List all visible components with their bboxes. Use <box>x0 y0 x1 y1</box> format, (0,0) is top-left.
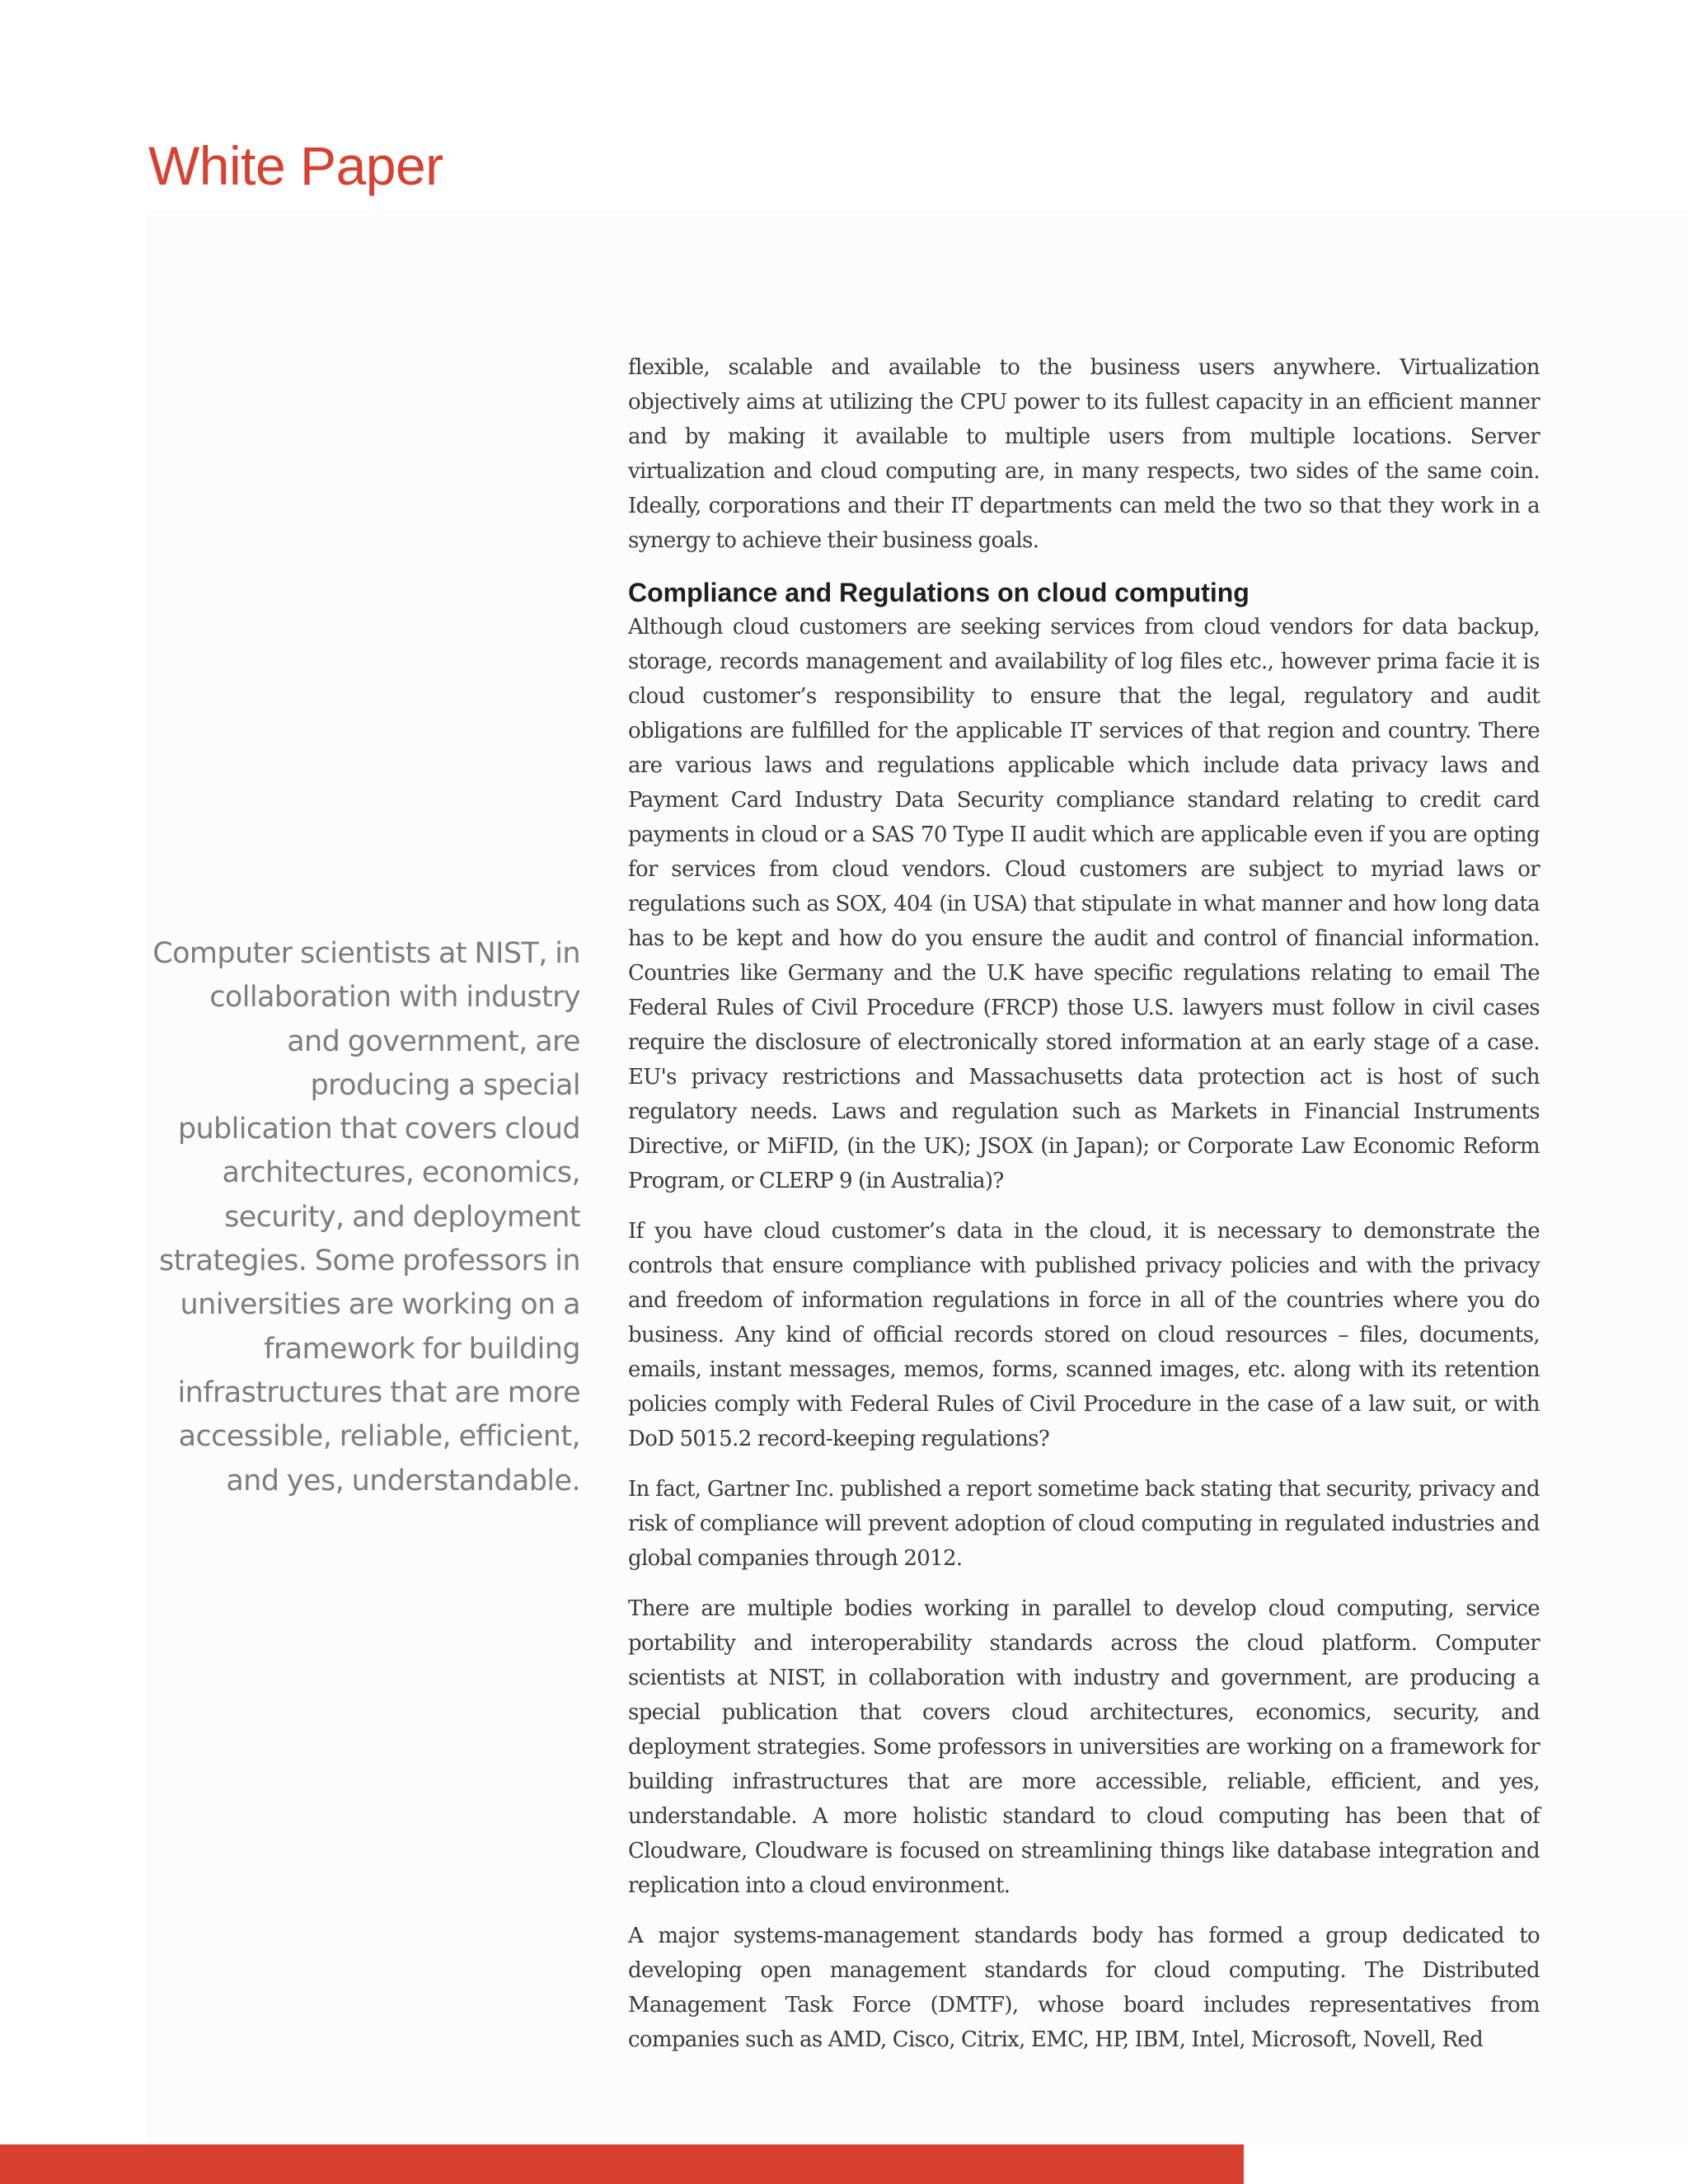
pull-quote-line: producing a special <box>310 1068 580 1102</box>
pull-quote-line: infrastructures that are more <box>177 1376 580 1409</box>
pull-quote-line: universities are working on a <box>180 1288 580 1322</box>
pull-quote-line: security, and deployment <box>224 1200 580 1234</box>
body-paragraph: If you have cloud customer’s data in the cloud, it is necessary to demonstrate the controls that ensure compliance with published privacy policies and with the privacy and freedom of information regulations in force in all of the countries where you do business. Any kind of official records stored on cloud resources – files, documents, emails, instant messages, memos, forms, scanned images, etc. along with its retention policies comply with Federal Rules of Civil Procedure in the case of a law suit, or with DoD 5015.2 record-keeping regulations? <box>628 1219 1540 1451</box>
body-paragraph: In fact, Gartner Inc. published a report sometime back stating that security, privacy and risk of compliance will prevent adoption of cloud computing in regulated industries and global companies through 2012. <box>628 1477 1540 1571</box>
pull-quote-line: framework for building <box>264 1332 580 1366</box>
body-column <box>628 350 1540 2073</box>
body-paragraph: Although cloud customers are seeking services from cloud vendors for data backup, storage, records management and availability of log files etc., however prima facie it is cloud customer’s responsibility to ensure that the legal, regulatory and audit obligations are fulfilled for the applicable IT services of that region and country. There are various laws and regulations applicable which include data privacy laws and Payment Card Industry Data Security compliance standard relating to credit card payments in cloud or a SAS 70 Type II audit which are applicable even if you are opting for services from cloud vendors. Cloud customers are subject to myriad laws or regulations such as SOX, 404 (in USA) that stipulate in what manner and how long data has to be kept and how do you ensure the audit and control of financial information. Countries like Germany and the U.K have specific regulations relating to email The Federal Rules of Civil Procedure (FRCP) those U.S. lawyers must follow in civil cases require the disclosure of electronically stored information at an early stage of a case. EU's privacy restrictions and Massachusetts data protection act is host of such regulatory needs. Laws and regulation such as Markets in Financial Instruments Directive, or MiFID, (in the UK); JSOX (in Japan); or Corporate Law Economic Reform Program, or CLERP 9 (in Australia)? <box>628 615 1540 1193</box>
body-paragraph: A major systems-management standards body has formed a group dedicated to developing open management standards for cloud computing. The Distributed Management Task Force (DMTF), whose board includes representatives from companies such as AMD, Cisco, Citrix, EMC, HP, IBM, Intel, Microsoft, Novell, Red <box>628 1924 1540 2052</box>
pull-quote-line: collaboration with industry <box>209 981 580 1015</box>
pull-quote-line: strategies. Some professors in <box>158 1244 580 1278</box>
body-paragraph: There are multiple bodies working in parallel to develop cloud computing, service portability and interoperability standards across the cloud platform. Computer scientists at NIST, in collaboration with industry and government, are producing a special publication that covers cloud architectures, economics, security, and deployment strategies. Some professors in universities are working on a framework for building infrastructures that are more accessible, reliable, efficient, and yes, understandable. A more holistic standard to cloud computing has been that of Cloudware, Cloudware is focused on streamlining things like database integration and replication into a cloud environment. <box>628 1596 1540 1898</box>
pull-quote-line: architectures, economics, <box>222 1156 580 1190</box>
pull-quote-line: Computer scientists at NIST, in <box>152 937 580 970</box>
pull-quote-line: and government, are <box>287 1024 580 1058</box>
footer-accent-bar <box>0 2144 1244 2184</box>
section-heading: Compliance and Regulations on cloud computing <box>628 578 1250 607</box>
pull-quote <box>147 932 580 1503</box>
pull-quote-line: publication that covers cloud <box>177 1113 580 1146</box>
document-type-title: White Paper <box>148 135 443 196</box>
pull-quote-line: accessible, reliable, efficient, <box>178 1420 580 1454</box>
intro-paragraph: flexible, scalable and available to the business users anywhere. Virtualization objectively aims at utilizing the CPU power to its fullest capacity in an efficient manner and by making it available to multiple users from multiple locations. Server virtualization and cloud computing are, in many respects, two sides of the same coin. Ideally, corporations and their IT departments can meld the two so that they work in a synergy to achieve their business goals. <box>628 355 1540 553</box>
pull-quote-line: and yes, understandable. <box>226 1464 580 1497</box>
